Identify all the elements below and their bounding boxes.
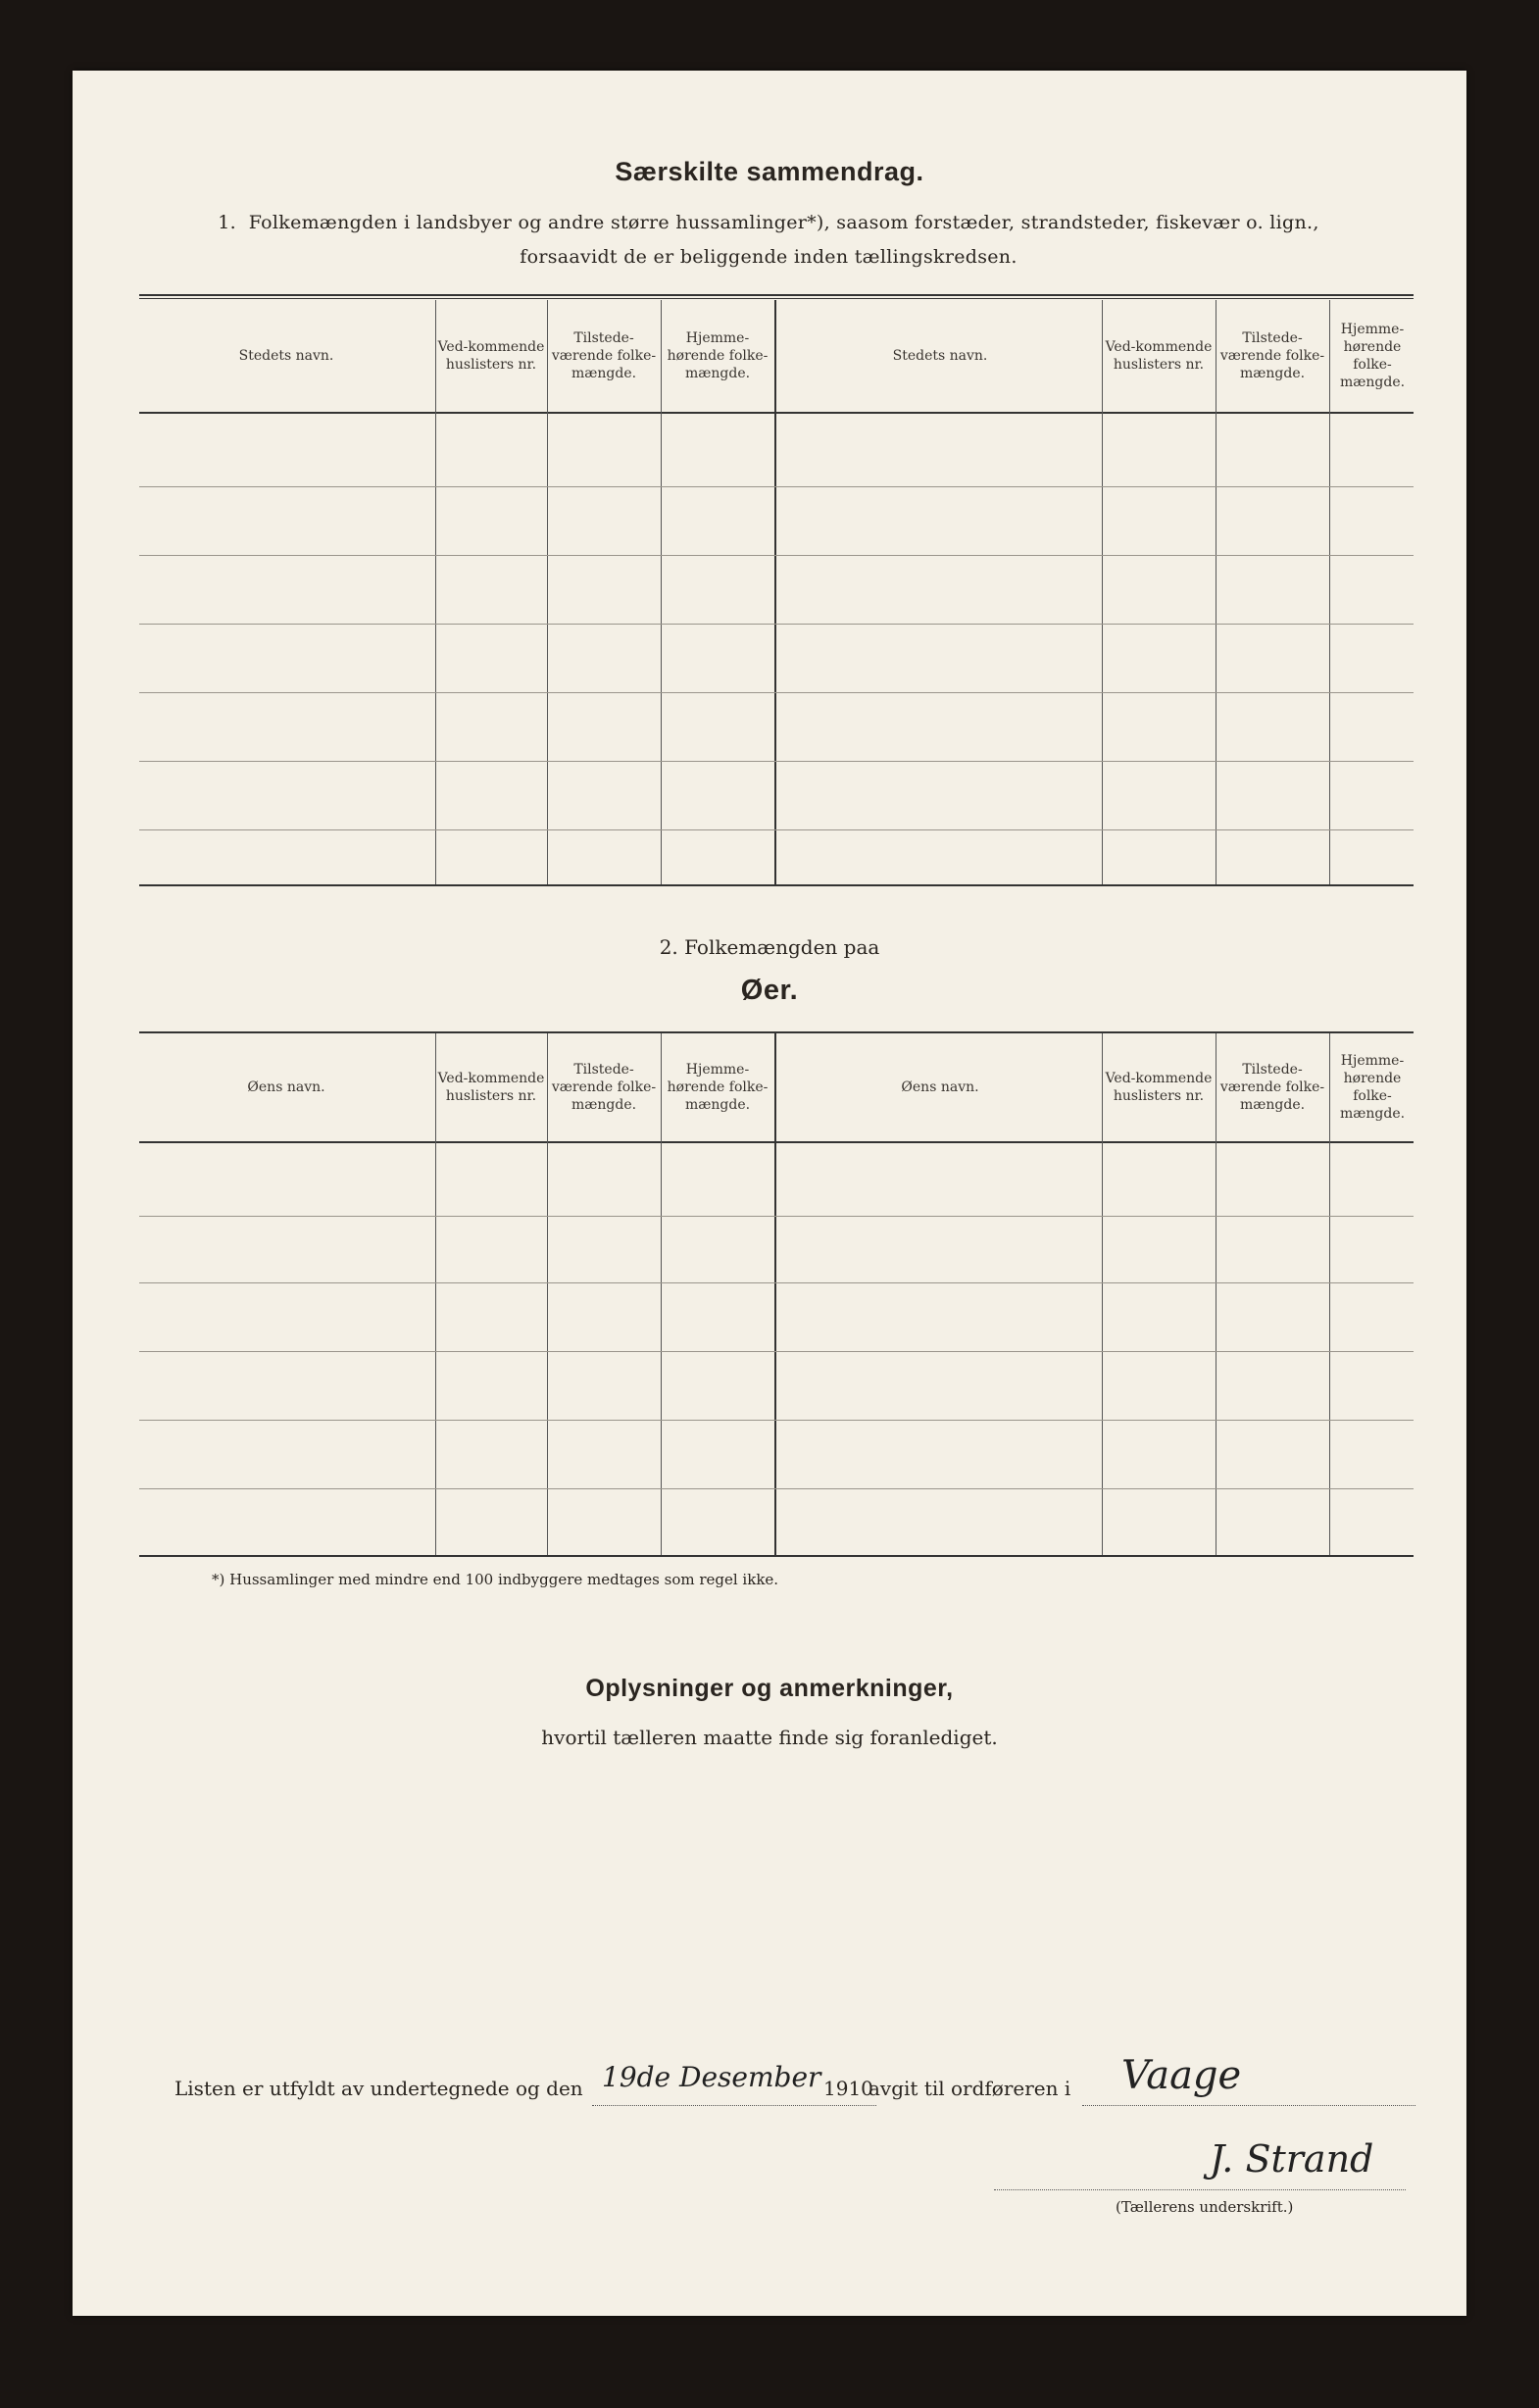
- handwritten-signature: J. Strand: [1210, 2137, 1374, 2181]
- col-header-hjemmehorende-right: Hjemme-hørende folke-mængde.: [1339, 322, 1406, 390]
- signature-middle: avgit til ordføreren i: [869, 2077, 1071, 2100]
- signature-caption: (Tællerens underskrift.): [1116, 2198, 1294, 2216]
- col-header-huslisters-nr-right-2: Ved-kommende huslisters nr.: [1105, 1071, 1213, 1104]
- col-header-hjemmehorende-right-2: Hjemme-hørende folke-mængde.: [1339, 1053, 1406, 1122]
- section1-number: 1.: [218, 212, 237, 233]
- page-title: Særskilte sammendrag.: [615, 157, 924, 186]
- section2-title: Øer.: [740, 975, 799, 1006]
- census-form-page: [73, 71, 1466, 2316]
- section1-text-line1: Folkemængden i landsbyer og andre større hussamlinger*), saasom forstæder, strandsteder, fiskevær o. lign.,: [248, 212, 1319, 233]
- col-header-stedets-navn-right: Stedets navn.: [892, 348, 988, 364]
- footnote: *) Hussamlinger med mindre end 100 indbyggere medtages som regel ikke.: [212, 1571, 779, 1588]
- remarks-subtitle: hvortil tælleren maatte finde sig foranlediget.: [541, 1726, 998, 1749]
- col-header-oens-navn-left: Øens navn.: [247, 1079, 325, 1095]
- col-header-stedets-navn-left: Stedets navn.: [238, 348, 334, 364]
- col-header-huslisters-nr-left-2: Ved-kommende huslisters nr.: [437, 1071, 545, 1104]
- col-header-oens-navn-right: Øens navn.: [901, 1079, 979, 1095]
- col-header-hjemmehorende-left: Hjemme-hørende folke-mængde.: [667, 330, 769, 381]
- col-header-tilstedevaerende-left: Tilstede-værende folke-mængde.: [551, 330, 657, 381]
- section1-text-line2: forsaavidt de er beliggende inden tællingskredsen.: [520, 246, 1018, 268]
- col-header-hjemmehorende-left-2: Hjemme-hørende folke-mængde.: [667, 1062, 769, 1113]
- section2-heading: 2. Folkemængden paa: [659, 935, 880, 959]
- section1-intro: [131, 206, 1406, 275]
- col-header-huslisters-nr-right: Ved-kommende huslisters nr.: [1105, 339, 1213, 373]
- handwritten-place: Vaage: [1121, 2053, 1242, 2098]
- signature-year: 1910: [823, 2077, 873, 2100]
- col-header-tilstedevaerende-right-2: Tilstede-værende folke-mængde.: [1219, 1062, 1325, 1113]
- remarks-title: Oplysninger og anmerkninger,: [585, 1675, 954, 1702]
- signature-prefix: Listen er utfyldt av undertegnede og den: [174, 2077, 583, 2100]
- col-header-tilstedevaerende-left-2: Tilstede-værende folke-mængde.: [551, 1062, 657, 1113]
- col-header-huslisters-nr-left: Ved-kommende huslisters nr.: [437, 339, 545, 373]
- handwritten-date: 19de Desember: [602, 2061, 821, 2093]
- col-header-tilstedevaerende-right: Tilstede-værende folke-mængde.: [1219, 330, 1325, 381]
